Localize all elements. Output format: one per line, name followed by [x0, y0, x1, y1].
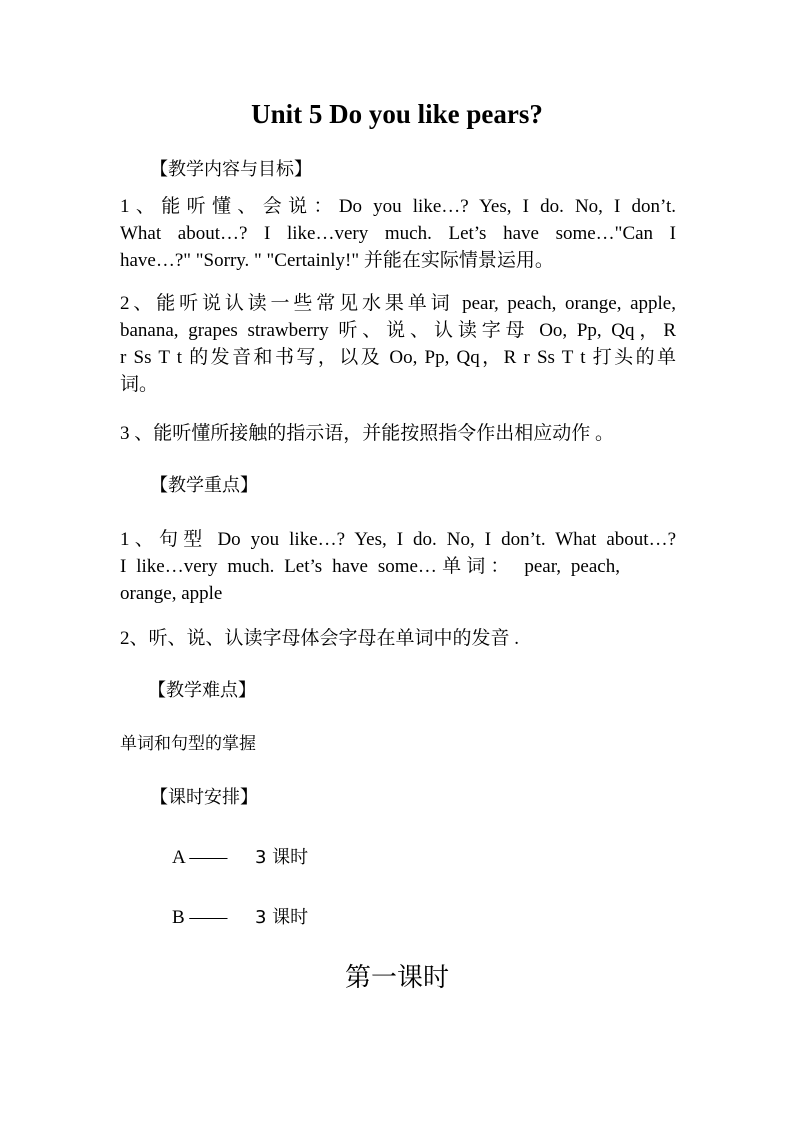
key-point-item-2-line-1: 2、听、说、认读字母体会字母在单词中的发音 .	[120, 628, 520, 649]
goal-item-1-line-1: 1、能听懂、会说：Do you like…? Yes, I do. No, I don’t.	[120, 196, 676, 217]
goal-item-1	[120, 193, 676, 274]
heading-difficulties: 【教学难点】	[148, 680, 256, 701]
lesson-heading: 第一课时	[344, 963, 449, 993]
goal-item-1-line-3: have…?" "Sorry. " "Certainly!" 并能在实际情景运用。	[120, 250, 554, 271]
schedule-item-a-label: A ——	[172, 847, 228, 868]
key-point-item-1-line-2: I like…very much. Let’s have some…单词： pear, peach,	[120, 556, 620, 577]
key-point-item-2	[120, 625, 676, 652]
schedule-item-b-hours: 3 课时	[254, 907, 309, 928]
heading-content-goals: 【教学内容与目标】	[150, 159, 312, 180]
goal-item-2-line-4: 词。	[120, 374, 159, 395]
goal-item-1-line-2: What about…? I like…very much. Let’s have some…"Can I	[120, 223, 676, 244]
key-point-item-1	[120, 526, 676, 607]
schedule-item-a-hours: 3 课时	[254, 847, 309, 868]
key-point-item-1-line-3: orange, apple	[120, 583, 223, 604]
schedule-item-b	[172, 906, 308, 930]
key-point-item-1-line-1: 1、句型 Do you like…? Yes, I do. No, I don’t. What about…?	[120, 529, 676, 550]
goal-item-3	[120, 420, 676, 447]
schedule-item-b-label: B ——	[172, 907, 228, 928]
difficulties-text	[120, 731, 676, 758]
goal-item-2-line-3: r Ss T t 的发音和书写，以及 Oo, Pp, Qq，R r Ss T t 打头的单	[120, 347, 676, 368]
goal-item-2-line-1: 2、能听说认读一些常见水果单词 pear, peach, orange, apple,	[120, 293, 676, 314]
heading-key-points: 【教学重点】	[150, 475, 258, 496]
difficulties-text-line: 单词和句型的掌握	[120, 734, 256, 754]
heading-schedule: 【课时安排】	[150, 787, 258, 808]
goal-item-2-line-2: banana, grapes strawberry 听、说、认读字母 Oo, Pp, Qq，R	[120, 320, 676, 341]
schedule-item-a	[172, 846, 308, 870]
goal-item-3-line-1: 3 、能听懂所接触的指示语，并能按照指令作出相应动作 。	[120, 423, 615, 444]
document-title: Unit 5 Do you like pears?	[251, 99, 543, 129]
goal-item-2	[120, 290, 676, 398]
